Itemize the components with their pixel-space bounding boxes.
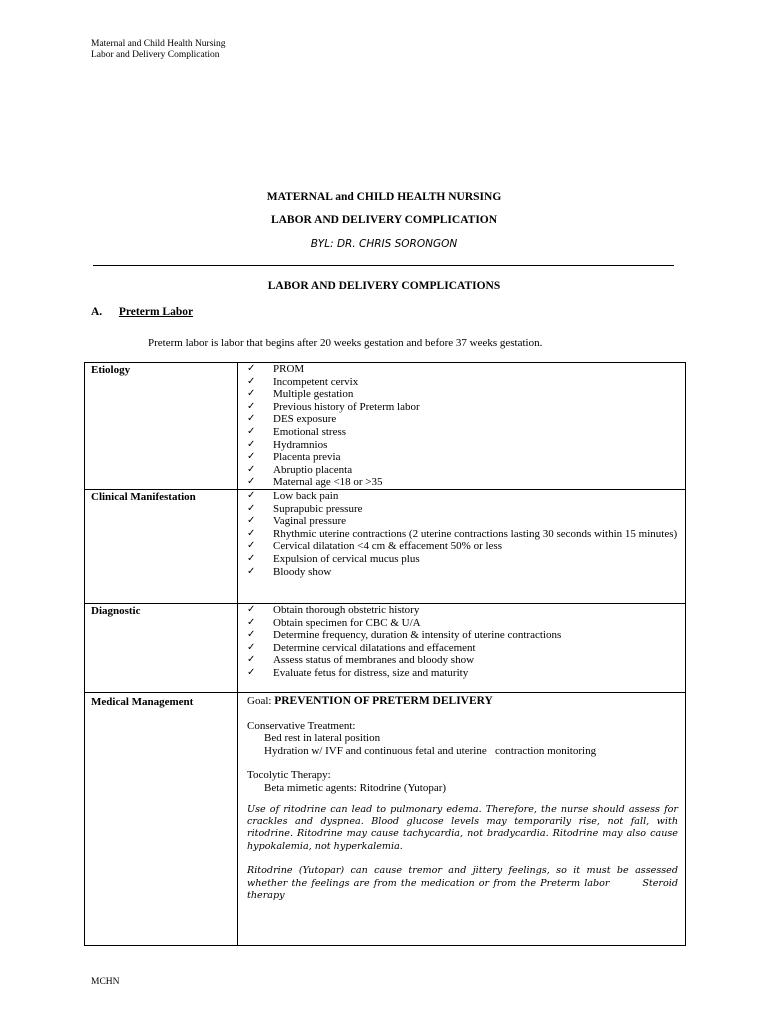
clinical-label: Clinical Manifestation	[85, 489, 238, 603]
section-heading: LABOR AND DELIVERY COMPLICATIONS	[267, 280, 501, 292]
document-title: MATERNAL and CHILD HEALTH NURSING	[266, 191, 502, 203]
diagnostic-list	[247, 604, 678, 680]
checklist-item: ✓ Vaginal pressure	[247, 515, 678, 528]
checklist-item: ✓ Assess status of membranes and bloody show	[247, 654, 678, 667]
section-a-title: Preterm Labor	[118, 306, 194, 318]
checklist-item: ✓ Cervical dilatation <4 cm & effacement 50% or less	[247, 540, 678, 553]
checklist-item: ✓ Emotional stress	[247, 426, 678, 439]
horizontal-rule	[93, 265, 674, 266]
running-header	[91, 39, 226, 61]
conservative-title: Conservative Treatment:	[247, 719, 356, 732]
checklist-item: ✓ PROM	[247, 363, 678, 376]
checklist-item: ✓ Determine frequency, duration & intensity of uterine contractions	[247, 629, 678, 642]
checklist-item: ✓ Hydramnios	[247, 439, 678, 452]
clinical-row	[85, 489, 686, 603]
medical-row	[85, 692, 686, 945]
section-a-label: A.	[91, 306, 103, 318]
etiology-row	[85, 363, 686, 490]
checklist-item: ✓ Multiple gestation	[247, 388, 678, 401]
checklist-item: ✓ Determine cervical dilatations and effacement	[247, 642, 678, 655]
checklist-item: ✓ Abruptio placenta	[247, 464, 678, 477]
etiology-list	[247, 363, 678, 489]
conservative-item-2: Hydration w/ IVF and continuous fetal and uterine contraction monitoring	[264, 744, 597, 757]
preterm-labor-table	[84, 362, 686, 946]
checklist-item: ✓ Placenta previa	[247, 451, 678, 464]
etiology-label: Etiology	[85, 363, 238, 490]
clinical-list	[247, 490, 678, 578]
tocolytic-title: Tocolytic Therapy:	[247, 769, 331, 782]
checklist-item: ✓ Bloody show	[247, 566, 678, 579]
checklist-item: ✓ Obtain specimen for CBC & U/A	[247, 617, 678, 630]
section-a-intro: Preterm labor is labor that begins after 20 weeks gestation and before 37 weeks gestation.	[148, 337, 543, 349]
checklist-item: ✓ Previous history of Preterm labor	[247, 401, 678, 414]
diagnostic-row	[85, 603, 686, 692]
ritodrine-note-2: Ritodrine (Yutopar) can cause tremor and jittery feelings, so it must be assessed whether the feelings are from the medication or from the Preterm labor Steroid therapy	[247, 865, 682, 901]
checklist-item: ✓ DES exposure	[247, 413, 678, 426]
checklist-item: ✓ Maternal age <18 or >35	[247, 476, 678, 489]
checklist-item: ✓ Rhythmic uterine contractions (2 uterine contractions lasting 30 seconds within 15 minutes)	[247, 528, 678, 541]
document-author: BYL: DR. CHRIS SORONGON	[310, 238, 458, 250]
goal-prefix: Goal:	[247, 694, 272, 707]
section-a-heading	[91, 306, 193, 318]
ritodrine-note-1: Use of ritodrine can lead to pulmonary edema. Therefore, the nurse should assess for crackles and dyspnea. Blood glucose levels may temporarily rise, not fall, with ritodrine. Ritodrine may cause tachycardia, not bradycardia. Ritodrine may also cause hypokalemia, not hyperkalemia.	[247, 803, 678, 852]
conservative-item-1: Bed rest in lateral position	[264, 732, 381, 745]
checklist-item: ✓ Suprapubic pressure	[247, 503, 678, 516]
goal-text: PREVENTION OF PRETERM DELIVERY	[274, 694, 493, 707]
medical-label: Medical Management	[85, 692, 238, 945]
checklist-item: ✓ Expulsion of cervical mucus plus	[247, 553, 678, 566]
header-line-1: Maternal and Child Health Nursing	[91, 39, 226, 49]
checklist-item: ✓ Obtain thorough obstetric history	[247, 604, 678, 617]
document-subtitle: LABOR AND DELIVERY COMPLICATION	[270, 214, 498, 226]
diagnostic-label: Diagnostic	[85, 603, 238, 692]
checklist-item: ✓ Low back pain	[247, 490, 678, 503]
header-line-2: Labor and Delivery Complication	[91, 50, 220, 60]
goal-line	[247, 694, 678, 708]
checklist-item: ✓ Incompetent cervix	[247, 376, 678, 389]
page-footer: MCHN	[91, 977, 120, 987]
checklist-item: ✓ Evaluate fetus for distress, size and maturity	[247, 667, 678, 680]
tocolytic-item-1: Beta mimetic agents: Ritodrine (Yutopar)	[264, 781, 447, 794]
